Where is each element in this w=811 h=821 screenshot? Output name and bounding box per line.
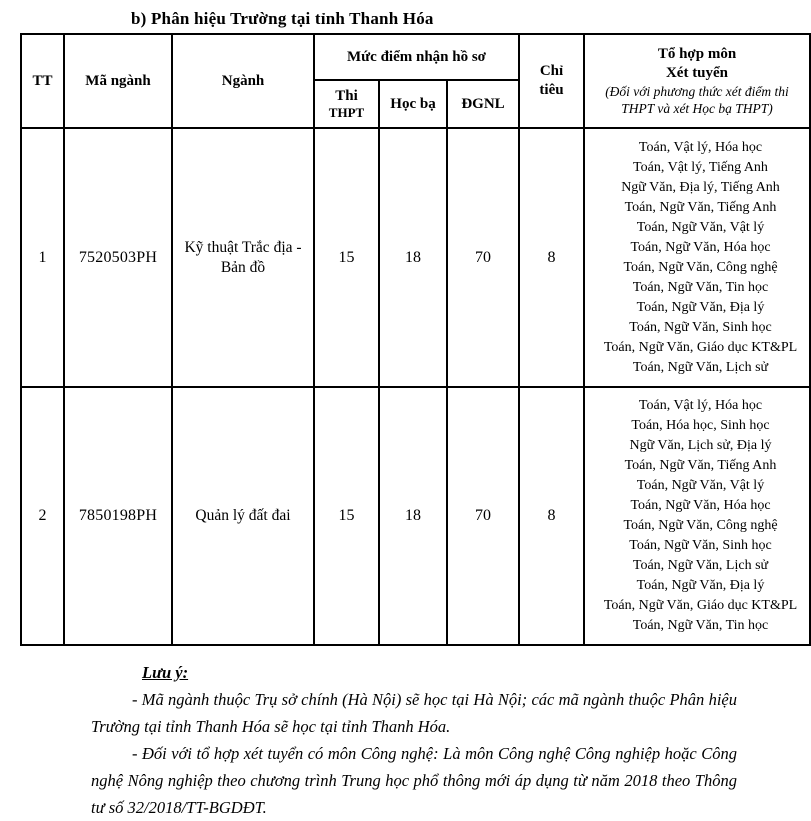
note-item: - Đối với tổ hợp xét tuyển có môn Công nghệ: Là môn Công nghệ Công nghiệp hoặc Công nghệ Nông nghiệp theo chương trình Trung học phổ thông mới áp dụng từ năm 2018 theo Thông tư số 32/2018/TT-BGDĐT. — [91, 744, 737, 817]
combination-line: Toán, Ngữ Văn, Tiếng Anh — [624, 458, 777, 473]
cell-ma-nganh: 7520503PH — [64, 128, 172, 387]
cell-hoc-ba: 18 — [379, 387, 447, 645]
header-to-hop-line1: Tổ hợp môn — [657, 46, 737, 62]
combination-line: Toán, Ngữ Văn, Lịch sử — [632, 359, 769, 375]
combination-line: Toán, Vật lý, Tiếng Anh — [633, 159, 768, 175]
cell-tt: 2 — [21, 387, 64, 645]
header-thi-thpt-line2: THPT — [328, 105, 365, 120]
notes-section — [91, 659, 737, 821]
combination-line: Toán, Ngữ Văn, Giáo dục KT&PL — [603, 339, 798, 355]
combination-line: Toán, Ngữ Văn, Tin học — [632, 279, 769, 295]
header-to-hop-note: (Đối với phương thức xét điểm thi THPT và xét Học bạ THPT) — [605, 84, 789, 116]
admissions-table — [20, 33, 811, 646]
cell-nganh: Kỹ thuật Trắc địa - Bản đồ — [172, 128, 314, 387]
combination-line: Toán, Ngữ Văn, Lịch sử — [632, 558, 769, 573]
table-row — [21, 387, 810, 645]
header-hoc-ba: Học bạ — [379, 80, 447, 128]
combination-line: Toán, Vật lý, Hóa học — [638, 398, 763, 413]
combination-line: Toán, Ngữ Văn, Công nghệ — [623, 259, 778, 275]
header-to-hop-line2: Xét tuyển — [665, 65, 729, 81]
combination-line: Toán, Ngữ Văn, Tiếng Anh — [624, 199, 777, 215]
header-chi-tieu-line2: tiêu — [539, 82, 564, 98]
header-nganh: Ngành — [172, 34, 314, 128]
combination-line: Toán, Ngữ Văn, Sinh học — [629, 538, 772, 553]
combination-line: Toán, Hóa học, Sinh học — [631, 418, 770, 433]
page-title: b) Phân hiệu Trường tại tỉnh Thanh Hóa — [131, 9, 434, 28]
combination-line: Toán, Ngữ Văn, Giáo dục KT&PL — [603, 598, 798, 613]
header-tt: TT — [21, 34, 64, 128]
combination-line: Toán, Ngữ Văn, Hóa học — [630, 239, 771, 255]
header-ma-nganh: Mã ngành — [64, 34, 172, 128]
header-dgnl: ĐGNL — [447, 80, 519, 128]
combination-line: Toán, Ngữ Văn, Vật lý — [636, 219, 765, 235]
cell-ma-nganh: 7850198PH — [64, 387, 172, 645]
header-chi-tieu-line1: Chỉ — [539, 63, 564, 79]
combination-line: Toán, Ngữ Văn, Địa lý — [636, 578, 765, 593]
header-thi-thpt-line1: Thi — [335, 88, 358, 104]
combination-line: Toán, Ngữ Văn, Hóa học — [630, 498, 771, 513]
cell-to-hop-list — [584, 128, 810, 387]
cell-dgnl: 70 — [447, 128, 519, 387]
cell-to-hop-list — [584, 387, 810, 645]
cell-chi-tieu: 8 — [519, 387, 584, 645]
combination-line: Ngữ Văn, Địa lý, Tiếng Anh — [621, 179, 780, 195]
cell-dgnl: 70 — [447, 387, 519, 645]
cell-hoc-ba: 18 — [379, 128, 447, 387]
header-to-hop — [584, 34, 810, 128]
cell-thi-thpt: 15 — [314, 387, 379, 645]
combination-line: Toán, Ngữ Văn, Tin học — [632, 618, 769, 633]
cell-nganh: Quản lý đất đai — [172, 387, 314, 645]
note-item: - Mã ngành thuộc Trụ sở chính (Hà Nội) sẽ học tại Hà Nội; các mã ngành thuộc Phân hiệu Trường tại tỉnh Thanh Hóa sẽ học tại tỉnh Thanh Hóa. — [91, 690, 737, 736]
header-chi-tieu — [519, 34, 584, 128]
cell-chi-tieu: 8 — [519, 128, 584, 387]
table-row — [21, 128, 810, 387]
combination-line: Toán, Ngữ Văn, Vật lý — [636, 478, 765, 493]
combination-line: Toán, Ngữ Văn, Công nghệ — [623, 518, 778, 533]
cell-tt: 1 — [21, 128, 64, 387]
header-thi-thpt — [314, 80, 379, 128]
combination-line: Toán, Ngữ Văn, Địa lý — [636, 299, 765, 315]
notes-heading: Lưu ý: — [142, 663, 189, 682]
combination-line: Toán, Vật lý, Hóa học — [638, 139, 763, 155]
cell-thi-thpt: 15 — [314, 128, 379, 387]
combination-line: Ngữ Văn, Lịch sử, Địa lý — [629, 438, 772, 453]
combination-line: Toán, Ngữ Văn, Sinh học — [629, 319, 772, 335]
header-muc-diem: Mức điểm nhận hồ sơ — [314, 34, 519, 80]
